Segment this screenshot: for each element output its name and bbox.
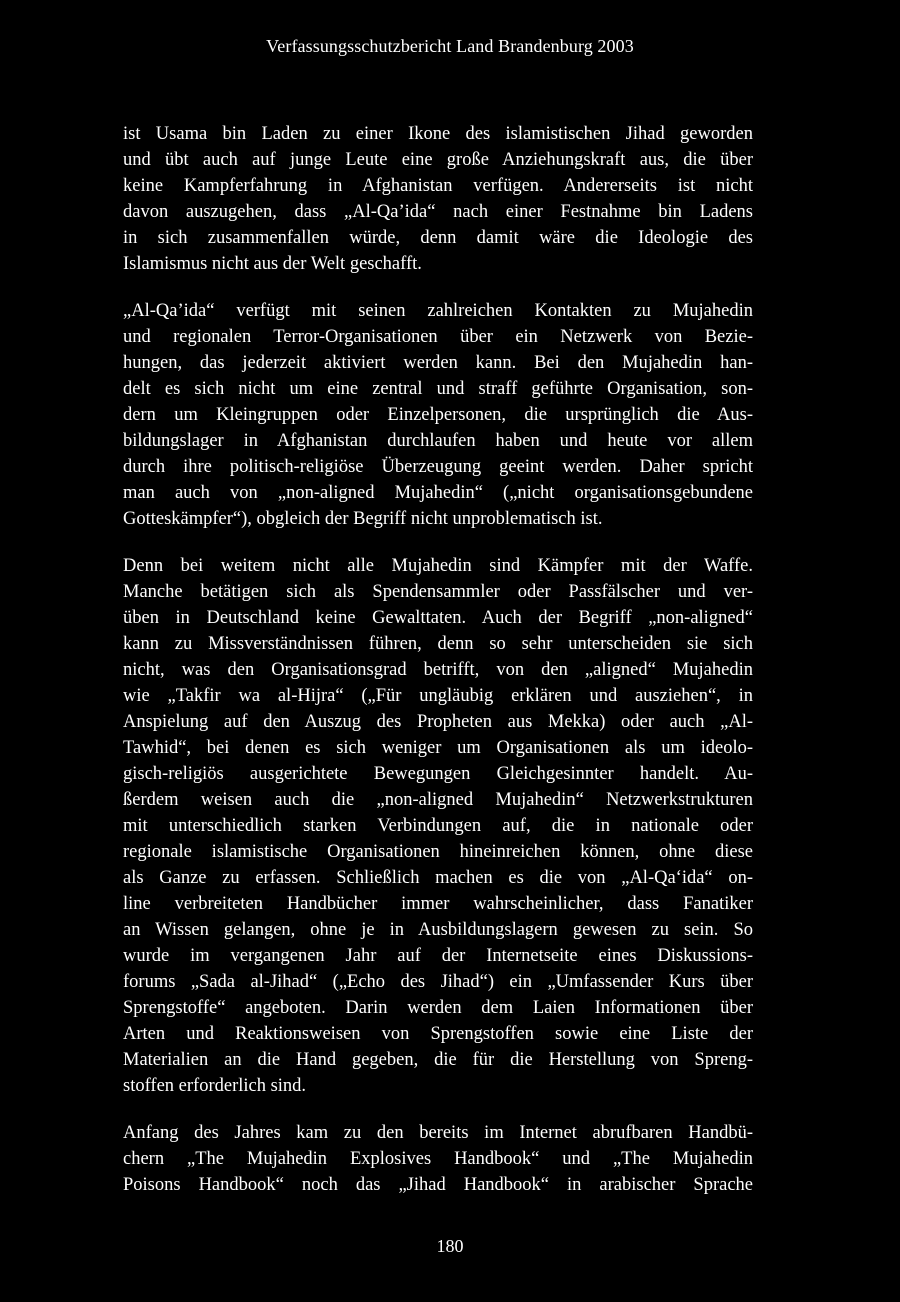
text-line: line verbreiteten Handbücher immer wahrscheinlicher, dass Fanatiker bbox=[123, 894, 753, 914]
text-line: Denn bei weitem nicht alle Mujahedin sind Kämpfer mit der Waffe. bbox=[123, 556, 753, 576]
text-line: üben in Deutschland keine Gewalttaten. Auch der Begriff „non-aligned“ bbox=[123, 608, 753, 628]
text-line: dern um Kleingruppen oder Einzelpersonen, die ursprünglich die Aus- bbox=[123, 405, 753, 425]
text-line: nicht, was den Organisationsgrad betrifft, von den „aligned“ Mujahedin bbox=[123, 660, 753, 680]
text-line: Materialien an die Hand gegeben, die für die Herstellung von Spreng- bbox=[123, 1050, 753, 1070]
text-line: regionale islamistische Organisationen hineinreichen können, ohne diese bbox=[123, 842, 753, 862]
page-body bbox=[123, 121, 753, 1219]
body-paragraph bbox=[123, 1120, 753, 1198]
text-line: delt es sich nicht um eine zentral und straff geführte Organisation, son- bbox=[123, 379, 753, 399]
text-line: hungen, das jederzeit aktiviert werden kann. Bei den Mujahedin han- bbox=[123, 353, 753, 373]
text-line: wurde im vergangenen Jahr auf der Internetseite eines Diskussions- bbox=[123, 946, 753, 966]
text-line: und übt auch auf junge Leute eine große Anziehungskraft aus, die über bbox=[123, 150, 753, 170]
text-line: ßerdem weisen auch die „non-aligned Mujahedin“ Netzwerkstrukturen bbox=[123, 790, 753, 810]
text-line: Gotteskämpfer“), obgleich der Begriff nicht unproblematisch ist. bbox=[123, 509, 603, 529]
text-line: gisch-religiös ausgerichtete Bewegungen Gleichgesinnter handelt. Au- bbox=[123, 764, 753, 784]
page-number: 180 bbox=[436, 1236, 464, 1256]
text-line: an Wissen gelangen, ohne je in Ausbildungslagern gewesen zu sein. So bbox=[123, 920, 753, 940]
text-line: stoffen erforderlich sind. bbox=[123, 1076, 307, 1096]
text-line: Sprengstoffe“ angeboten. Darin werden dem Laien Informationen über bbox=[123, 998, 753, 1018]
body-paragraph bbox=[123, 553, 753, 1099]
running-header: Verfassungsschutzbericht Land Brandenburg 2003 bbox=[266, 36, 634, 56]
text-line: Anspielung auf den Auszug des Propheten aus Mekka) oder auch „Al- bbox=[123, 712, 753, 732]
text-line: wie „Takfir wa al-Hijra“ („Für ungläubig erklären und ausziehen“, in bbox=[123, 686, 753, 706]
text-line: man auch von „non-aligned Mujahedin“ („nicht organisationsgebundene bbox=[123, 483, 753, 503]
text-line: Arten und Reaktionsweisen von Sprengstoffen sowie eine Liste der bbox=[123, 1024, 753, 1044]
body-paragraph bbox=[123, 121, 753, 277]
text-line: bildungslager in Afghanistan durchlaufen haben und heute vor allem bbox=[123, 431, 753, 451]
text-line: keine Kampferfahrung in Afghanistan verfügen. Andererseits ist nicht bbox=[123, 176, 753, 196]
text-line: davon auszugehen, dass „Al-Qa’ida“ nach einer Festnahme bin Ladens bbox=[123, 202, 753, 222]
text-line: durch ihre politisch-religiöse Überzeugung geeint werden. Daher spricht bbox=[123, 457, 753, 477]
text-line: Anfang des Jahres kam zu den bereits im Internet abrufbaren Handbü- bbox=[123, 1123, 753, 1143]
text-line: in sich zusammenfallen würde, denn damit wäre die Ideologie des bbox=[123, 228, 753, 248]
text-line: chern „The Mujahedin Explosives Handbook“ und „The Mujahedin bbox=[123, 1149, 753, 1169]
text-line: „Al-Qa’ida“ verfügt mit seinen zahlreichen Kontakten zu Mujahedin bbox=[123, 301, 753, 321]
text-line: forums „Sada al-Jihad“ („Echo des Jihad“) ein „Umfassender Kurs über bbox=[123, 972, 753, 992]
text-line: Poisons Handbook“ noch das „Jihad Handbook“ in arabischer Sprache bbox=[123, 1175, 753, 1195]
text-line: und regionalen Terror-Organisationen über ein Netzwerk von Bezie- bbox=[123, 327, 753, 347]
text-line: Tawhid“, bei denen es sich weniger um Organisationen als um ideolo- bbox=[123, 738, 753, 758]
text-line: ist Usama bin Laden zu einer Ikone des islamistischen Jihad geworden bbox=[123, 124, 753, 144]
text-line: als Ganze zu erfassen. Schließlich machen es die von „Al-Qa‘ida“ on- bbox=[123, 868, 753, 888]
text-line: mit unterschiedlich starken Verbindungen auf, die in nationale oder bbox=[123, 816, 753, 836]
text-line: kann zu Missverständnissen führen, denn so sehr unterscheiden sie sich bbox=[123, 634, 753, 654]
text-line: Islamismus nicht aus der Welt geschafft. bbox=[123, 254, 422, 274]
text-line: Manche betätigen sich als Spendensammler oder Passfälscher und ver- bbox=[123, 582, 753, 602]
body-paragraph bbox=[123, 298, 753, 532]
